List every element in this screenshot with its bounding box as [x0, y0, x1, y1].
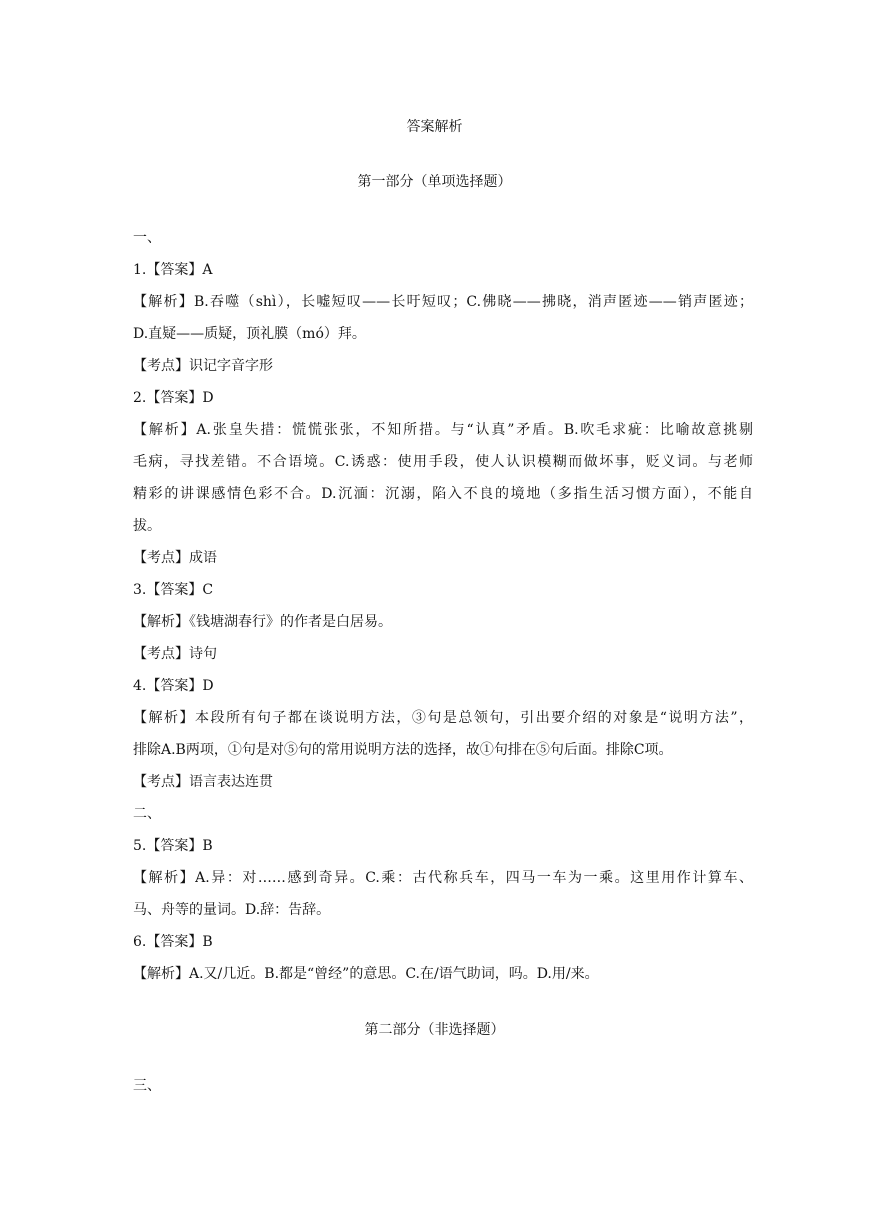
q1-answer: 1.【答案】A — [133, 262, 213, 278]
q4-answer: 4.【答案】D — [133, 678, 214, 694]
q6-answer: 6.【答案】B — [133, 934, 213, 950]
q4-analysis-line1: 【解析】本段所有句子都在谈说明方法，③句是总领句，引出要介绍的对象是“说明方法”， — [133, 710, 753, 726]
q3-analysis-line1: 【解析】《钱塘湖春行》的作者是白居易。 — [133, 614, 392, 630]
q2-analysis-line1: 【解析】A.张皇失措：慌慌张张，不知所措。与“认真”矛盾。B.吹毛求疵：比喻故意挑剔 — [133, 422, 753, 438]
q5-analysis-line2: 马、舟等的量词。D.辞：告辞。 — [133, 902, 331, 918]
q2-analysis-line3: 精彩的讲课感情色彩不合。D.沉湎：沉溺，陷入不良的境地（多指生活习惯方面），不能自 — [133, 486, 753, 502]
part2-heading: 第二部分（非选择题） — [364, 1022, 505, 1038]
section2-label: 二、 — [133, 806, 161, 822]
q2-point: 【考点】成语 — [133, 550, 217, 566]
q5-analysis-line1: 【解析】A.异：对……感到奇异。C.乘：古代称兵车，四马一车为一乘。这里用作计算车、 — [133, 870, 753, 886]
q5-answer: 5.【答案】B — [133, 838, 213, 854]
q2-analysis-line4: 拔。 — [133, 518, 161, 534]
q4-analysis-line2: 排除A.B两项，①句是对⑤句的常用说明方法的选择，故①句排在⑤句后面。排除C项。 — [133, 742, 673, 758]
q4-point: 【考点】语言表达连贯 — [133, 774, 273, 790]
q2-answer: 2.【答案】D — [133, 390, 214, 406]
q1-analysis-line2: D.直疑——质疑，顶礼膜（mó）拜。 — [133, 326, 366, 342]
q1-analysis-line1: 【解析】B.吞噬（shì），长嘘短叹——长吁短叹；C.佛晓——拂晓，消声匿迹——销声匿迹； — [133, 294, 753, 310]
q1-point: 【考点】识记字音字形 — [133, 358, 273, 374]
part1-heading: 第一部分（单项选择题） — [357, 174, 512, 190]
q2-analysis-line2: 毛病，寻找差错。不合语境。C.诱惑：使用手段，使人认识模糊而做坏事，贬义词。与老师 — [133, 454, 753, 470]
q3-point: 【考点】诗句 — [133, 646, 217, 662]
section1-label: 一、 — [133, 230, 161, 246]
q6-analysis-line1: 【解析】A.又/几近。B.都是“曾经”的意思。C.在/语气助词，吗。D.用/来。 — [133, 966, 599, 982]
document-title: 答案解析 — [406, 119, 463, 135]
section3-label: 三、 — [133, 1078, 161, 1094]
q3-answer: 3.【答案】C — [133, 582, 214, 598]
